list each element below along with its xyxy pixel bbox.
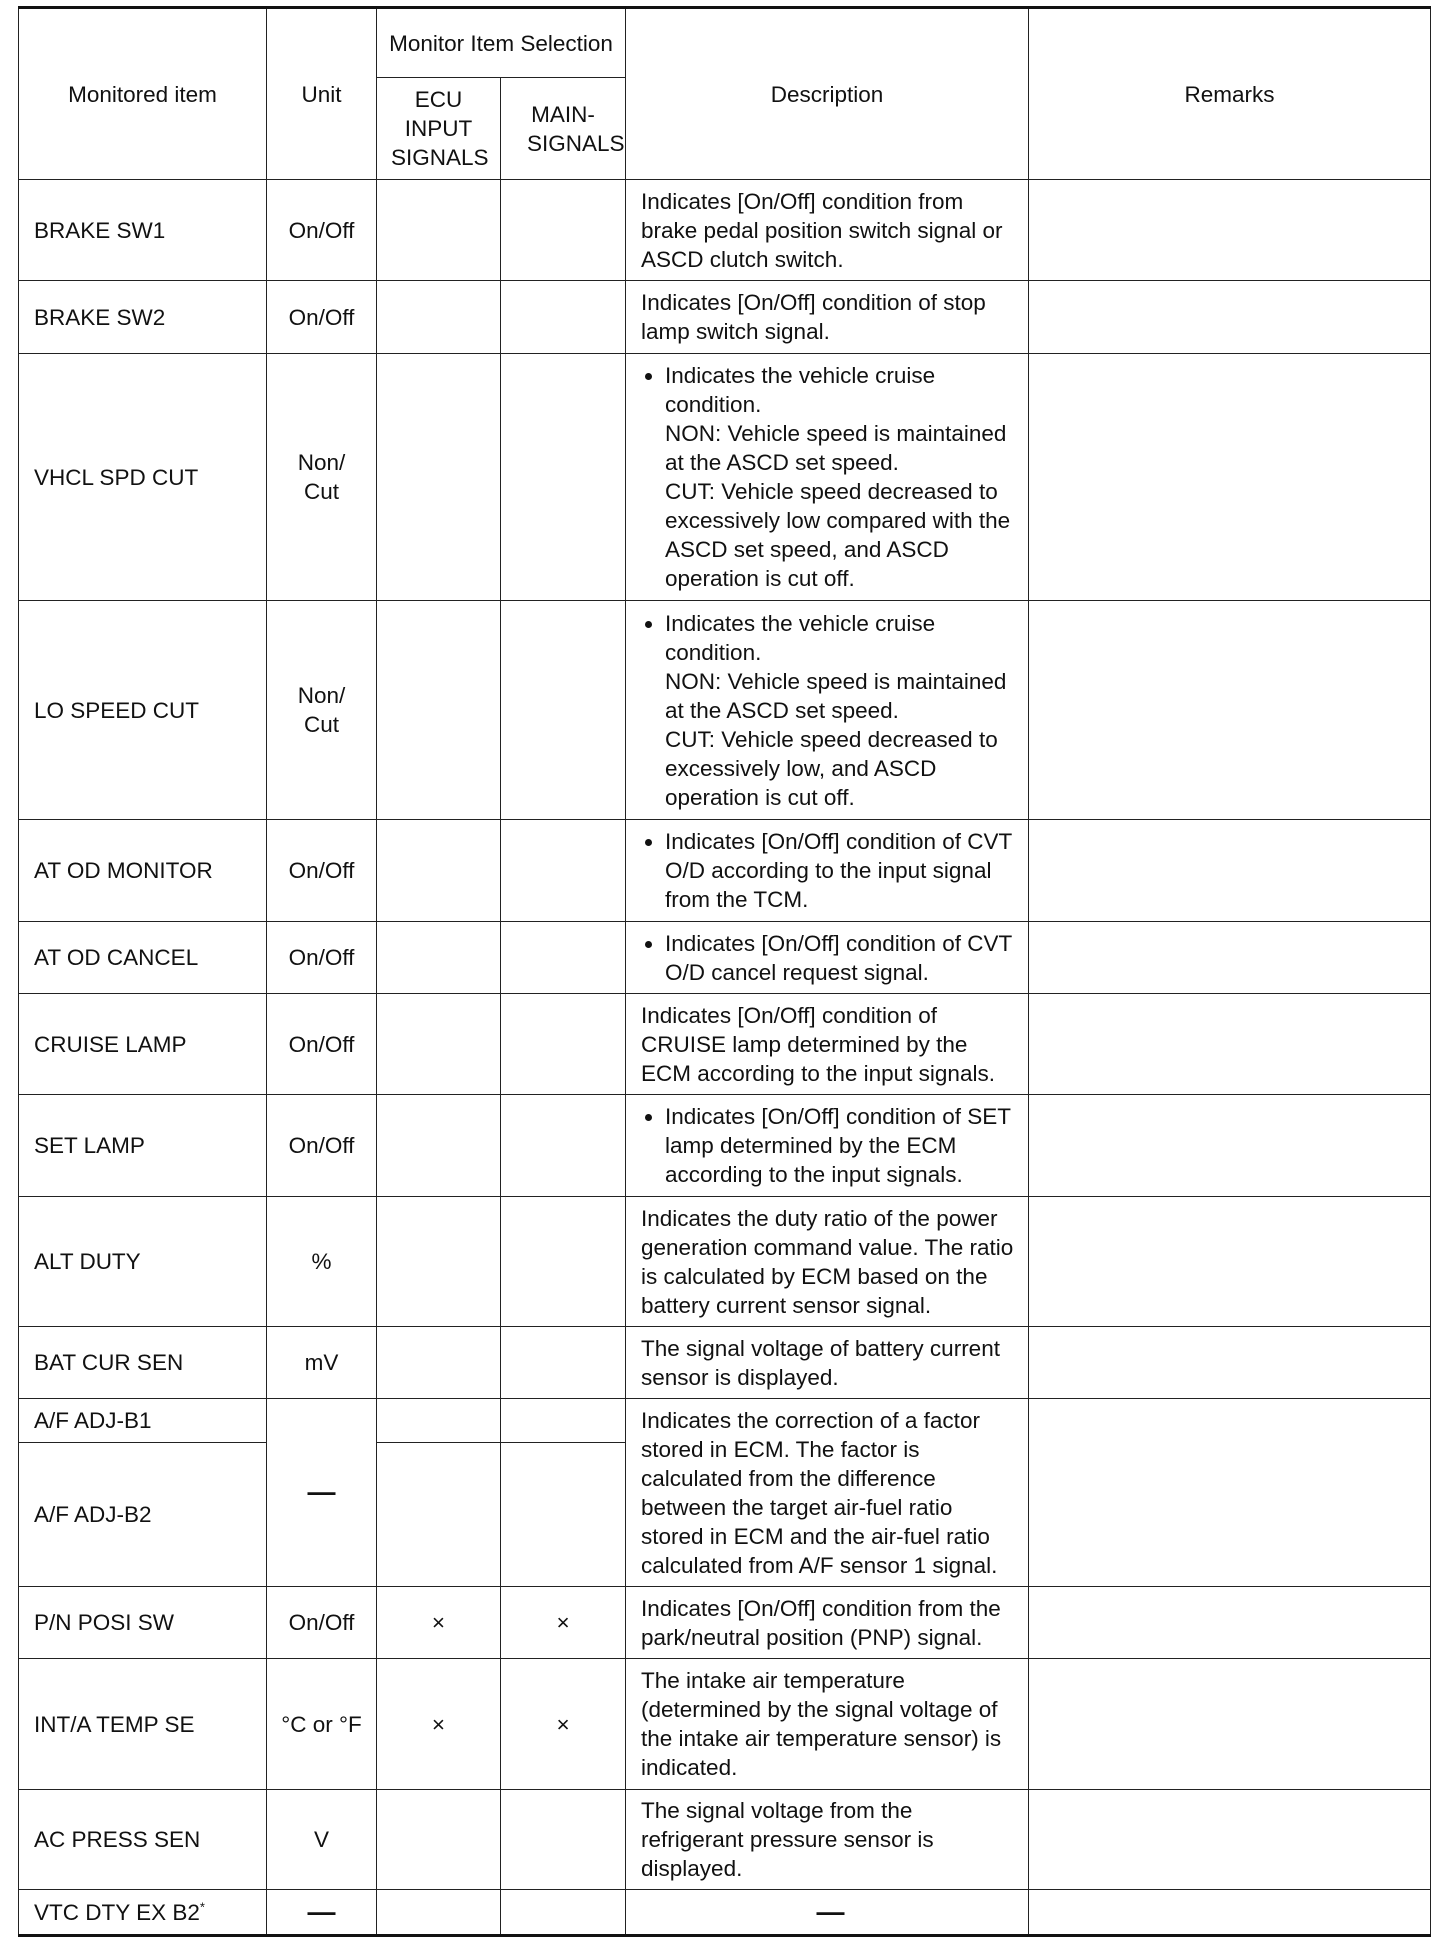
table-row bbox=[19, 1327, 1431, 1399]
ecu-input-mark bbox=[377, 994, 501, 1095]
monitored-item: LO SPEED CUT bbox=[19, 601, 267, 820]
ecu-input-mark bbox=[377, 1890, 501, 1936]
table-row bbox=[19, 1197, 1431, 1327]
table-row bbox=[19, 180, 1431, 281]
header-description: Description bbox=[626, 8, 1029, 180]
main-signal-mark bbox=[501, 601, 626, 820]
monitored-item: AC PRESS SEN bbox=[19, 1790, 267, 1890]
unit: On/Off bbox=[267, 180, 377, 281]
unit: Non/ Cut bbox=[267, 601, 377, 820]
table-row bbox=[19, 601, 1431, 820]
monitored-item: A/F ADJ-B2 bbox=[19, 1443, 267, 1587]
ecu-input-mark bbox=[377, 281, 501, 354]
remarks bbox=[1029, 820, 1431, 922]
description bbox=[626, 922, 1029, 994]
monitor-items-table bbox=[18, 6, 1431, 1937]
table-row bbox=[19, 354, 1431, 601]
table-row bbox=[19, 820, 1431, 922]
unit: On/Off bbox=[267, 994, 377, 1095]
ecu-input-mark bbox=[377, 180, 501, 281]
remarks bbox=[1029, 1659, 1431, 1790]
monitored-item: AT OD MONITOR bbox=[19, 820, 267, 922]
unit: On/Off bbox=[267, 1095, 377, 1197]
description: Indicates [On/Off] condition from the park/neutral position (PNP) signal. bbox=[626, 1587, 1029, 1659]
ecu-input-mark bbox=[377, 354, 501, 601]
main-signal-mark: × bbox=[501, 1587, 626, 1659]
ecu-input-mark: × bbox=[377, 1587, 501, 1659]
monitored-item: AT OD CANCEL bbox=[19, 922, 267, 994]
remarks bbox=[1029, 1790, 1431, 1890]
description-bullet: • Indicates the vehicle cruise condition. bbox=[665, 363, 936, 417]
unit-dash: — bbox=[307, 1476, 336, 1507]
description bbox=[626, 1890, 1029, 1936]
description bbox=[626, 820, 1029, 922]
monitored-item: A/F ADJ-B1 bbox=[19, 1399, 267, 1443]
ecu-input-mark bbox=[377, 601, 501, 820]
main-signal-mark bbox=[501, 1327, 626, 1399]
description-cut: CUT: Vehicle speed decreased to excessively low, and ASCD operation is cut off. bbox=[665, 726, 998, 810]
main-signal-mark: × bbox=[501, 1659, 626, 1790]
description: Indicates [On/Off] condition from brake pedal position switch signal or ASCD clutch switch. bbox=[626, 180, 1029, 281]
header-monitored-item: Monitored item bbox=[19, 8, 267, 180]
main-signal-mark bbox=[501, 1790, 626, 1890]
remarks bbox=[1029, 281, 1431, 354]
monitored-item: ALT DUTY bbox=[19, 1197, 267, 1327]
description-bullet: • Indicates the vehicle cruise condition. bbox=[665, 610, 936, 665]
description: Indicates [On/Off] condition of CRUISE lamp determined by the ECM according to the input signals. bbox=[626, 994, 1029, 1095]
description-cut: CUT: Vehicle speed decreased to excessively low compared with the ASCD set speed, and ASCD operation is cut off. bbox=[665, 479, 1011, 591]
unit: On/Off bbox=[267, 1587, 377, 1659]
unit: On/Off bbox=[267, 820, 377, 922]
footnote-mark: * bbox=[199, 1899, 205, 1914]
monitored-item: P/N POSI SW bbox=[19, 1587, 267, 1659]
ecu-input-mark bbox=[377, 1197, 501, 1327]
main-signal-mark bbox=[501, 354, 626, 601]
ecu-input-mark bbox=[377, 1399, 501, 1443]
remarks bbox=[1029, 994, 1431, 1095]
table-row bbox=[19, 1890, 1431, 1936]
main-signal-mark bbox=[501, 820, 626, 922]
description-dash: — bbox=[816, 1895, 845, 1927]
unit bbox=[267, 1890, 377, 1936]
description-bullet: • Indicates [On/Off] condition of CVT O/D cancel request signal. bbox=[665, 929, 1020, 987]
header-remarks: Remarks bbox=[1029, 8, 1431, 180]
main-signal-mark bbox=[501, 281, 626, 354]
description-non: NON: Vehicle speed is maintained at the ASCD set speed. bbox=[665, 421, 1007, 475]
header-ecu-input-signals: ECU INPUT SIGNALS bbox=[377, 78, 501, 180]
table-row bbox=[19, 922, 1431, 994]
header-main-signals: MAIN-SIGNALS bbox=[501, 78, 626, 180]
header-unit: Unit bbox=[267, 8, 377, 180]
remarks bbox=[1029, 1197, 1431, 1327]
unit: On/Off bbox=[267, 922, 377, 994]
remarks bbox=[1029, 1095, 1431, 1197]
description: The signal voltage of battery current sensor is displayed. bbox=[626, 1327, 1029, 1399]
table-row bbox=[19, 1095, 1431, 1197]
description bbox=[626, 1095, 1029, 1197]
unit-dash: — bbox=[307, 1895, 336, 1927]
remarks bbox=[1029, 1890, 1431, 1936]
unit: mV bbox=[267, 1327, 377, 1399]
main-signal-mark bbox=[501, 1443, 626, 1587]
main-signal-mark bbox=[501, 1095, 626, 1197]
remarks bbox=[1029, 1327, 1431, 1399]
description: The intake air temperature (determined by the signal voltage of the intake air temperature sensor) is indicated. bbox=[626, 1659, 1029, 1790]
main-signal-mark bbox=[501, 1890, 626, 1936]
remarks bbox=[1029, 601, 1431, 820]
unit: On/Off bbox=[267, 281, 377, 354]
header-monitor-item-selection: Monitor Item Selection bbox=[377, 8, 626, 78]
description bbox=[626, 354, 1029, 601]
table-row bbox=[19, 1587, 1431, 1659]
monitored-item: BAT CUR SEN bbox=[19, 1327, 267, 1399]
unit bbox=[267, 1399, 377, 1587]
ecu-input-mark bbox=[377, 1095, 501, 1197]
description-bullet: • Indicates [On/Off] condition of CVT O/D according to the input signal from the TCM. bbox=[665, 827, 1020, 914]
remarks bbox=[1029, 1399, 1431, 1587]
table-row bbox=[19, 1790, 1431, 1890]
main-signal-mark bbox=[501, 180, 626, 281]
monitored-item bbox=[19, 1890, 267, 1936]
monitored-item: VHCL SPD CUT bbox=[19, 354, 267, 601]
table-row bbox=[19, 1659, 1431, 1790]
description: Indicates the duty ratio of the power generation command value. The ratio is calculated by ECM based on the battery current sensor signal. bbox=[626, 1197, 1029, 1327]
description bbox=[626, 601, 1029, 820]
ecu-input-mark bbox=[377, 1327, 501, 1399]
unit: % bbox=[267, 1197, 377, 1327]
monitored-item: BRAKE SW2 bbox=[19, 281, 267, 354]
remarks bbox=[1029, 354, 1431, 601]
main-signal-mark bbox=[501, 994, 626, 1095]
description-non: NON: Vehicle speed is maintained at the ASCD set speed. bbox=[665, 668, 1007, 723]
monitored-item-label: VTC DTY EX B2 bbox=[34, 1899, 200, 1925]
description: Indicates [On/Off] condition of stop lamp switch signal. bbox=[626, 281, 1029, 354]
main-signal-mark bbox=[501, 922, 626, 994]
ecu-input-mark bbox=[377, 1790, 501, 1890]
table-row bbox=[19, 994, 1431, 1095]
monitored-item: INT/A TEMP SE bbox=[19, 1659, 267, 1790]
monitored-item: BRAKE SW1 bbox=[19, 180, 267, 281]
unit: °C or °F bbox=[267, 1659, 377, 1790]
remarks bbox=[1029, 1587, 1431, 1659]
description-bullet: • Indicates [On/Off] condition of SET lamp determined by the ECM according to the input signals. bbox=[665, 1102, 1020, 1189]
monitored-item: SET LAMP bbox=[19, 1095, 267, 1197]
ecu-input-mark bbox=[377, 1443, 501, 1587]
table-row bbox=[19, 1399, 1431, 1443]
ecu-input-mark bbox=[377, 922, 501, 994]
table-row bbox=[19, 281, 1431, 354]
description: The signal voltage from the refrigerant pressure sensor is displayed. bbox=[626, 1790, 1029, 1890]
remarks bbox=[1029, 180, 1431, 281]
remarks bbox=[1029, 922, 1431, 994]
ecu-input-mark: × bbox=[377, 1659, 501, 1790]
monitored-item: CRUISE LAMP bbox=[19, 994, 267, 1095]
main-signal-mark bbox=[501, 1399, 626, 1443]
unit: V bbox=[267, 1790, 377, 1890]
main-signal-mark bbox=[501, 1197, 626, 1327]
unit: Non/ Cut bbox=[267, 354, 377, 601]
description: Indicates the correction of a factor stored in ECM. The factor is calculated from the difference between the target air-fuel ratio stored in ECM and the air-fuel ratio calculated from A/F sensor 1 signal. bbox=[626, 1399, 1029, 1587]
ecu-input-mark bbox=[377, 820, 501, 922]
